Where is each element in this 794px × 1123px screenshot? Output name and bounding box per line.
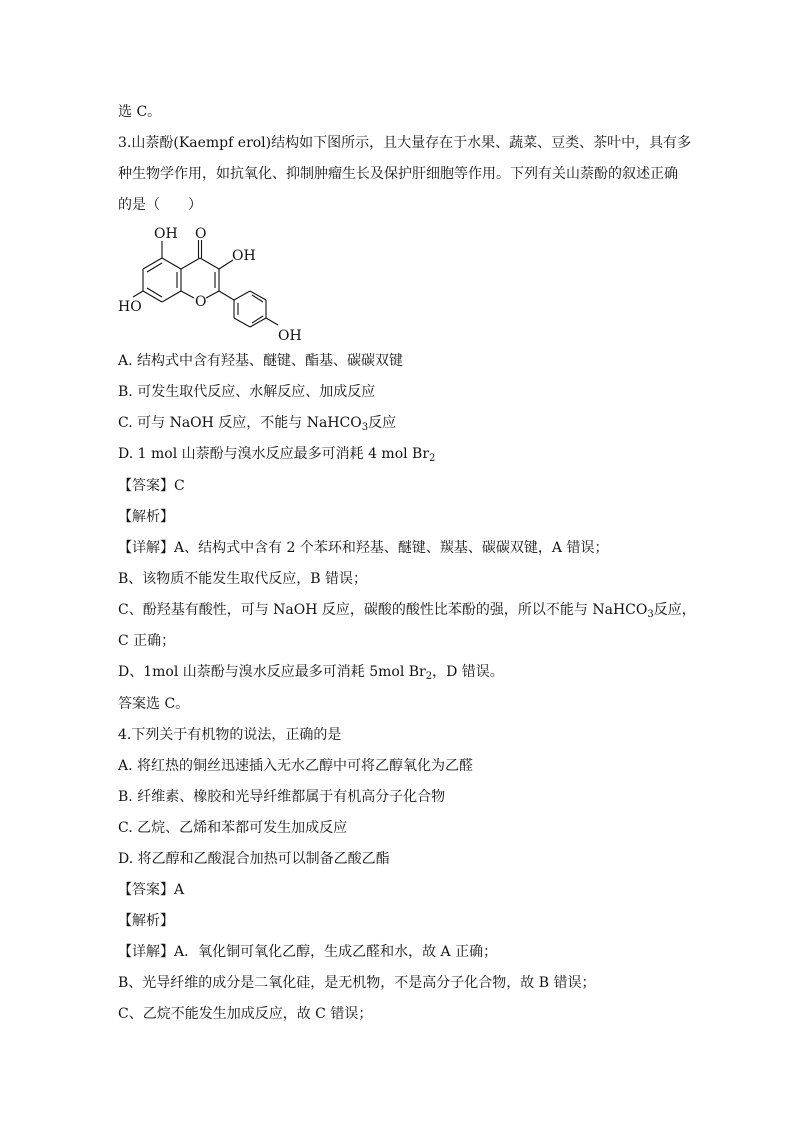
option-c: C. 乙烷、乙烯和苯都可发生加成反应 (118, 820, 348, 836)
question-3-stem: 种生物学作用，如抗氧化、抑制肿瘤生长及保护肝细胞等作用。下列有关山萘酚的叙述正确 (118, 166, 678, 182)
explanation-line: B、光导纤维的成分是二氧化硅，是无机物，不是高分子化合物，故 B 错误； (118, 975, 596, 991)
answer-label: 【答案】A (118, 882, 185, 898)
hydroxyl-label: HO (118, 299, 142, 315)
explanation-line: C 正确； (118, 633, 176, 649)
option-a: A. 结构式中含有羟基、醚键、酯基、碳碳双键 (118, 353, 404, 369)
option-b: B. 可发生取代反应、水解反应、加成反应 (118, 384, 376, 400)
explanation-line: 【详解】A．氧化铜可氧化乙醇，生成乙醛和水，故 A 正确； (118, 944, 498, 960)
explanation-line: C、酚羟基有酸性，可与 NaOH 反应，碳酸的酸性比苯酚的强，所以不能与 NaHCO$_3$反应， (118, 602, 696, 620)
conclusion-line: 答案选 C。 (118, 696, 190, 712)
explanation-line: D、1mol 山萘酚与溴水反应最多可消耗 5mol $Br_2$，D 错误。 (118, 664, 504, 682)
hydroxyl-label: OH (232, 248, 256, 264)
analysis-label: 【解析】 (118, 509, 174, 525)
hydroxyl-label: OH (154, 226, 178, 242)
explanation-line: B、该物质不能发生取代反应，B 错误； (118, 571, 368, 587)
text-line: 选 C。 (118, 104, 162, 120)
question-3-stem: 的是（ ） (118, 197, 202, 213)
analysis-label: 【解析】 (118, 913, 174, 929)
question-3-stem: 3.山萘酚(Kaempf erol)结构如下图所示，且大量存在于水果、蔬菜、豆类、茶叶中，具有多 (118, 135, 692, 151)
kaempferol-structure (118, 222, 318, 350)
option-d: D. 1 mol 山萘酚与溴水反应最多可消耗 4 mol $Br_2$ (118, 446, 436, 464)
ring-oxygen-label: O (195, 294, 207, 310)
question-4-stem: 4.下列关于有机物的说法，正确的是 (118, 727, 342, 743)
answer-label: 【答案】C (118, 478, 185, 494)
hydroxyl-label: OH (278, 328, 302, 344)
option-b: B. 纤维素、橡胶和光导纤维都属于有机高分子化合物 (118, 789, 446, 805)
explanation-line: 【详解】A、结构式中含有 2 个苯环和羟基、醚键、羰基、碳碳双键，A 错误； (118, 540, 609, 556)
option-a: A. 将红热的铜丝迅速插入无水乙醇中可将乙醇氧化为乙醛 (118, 758, 474, 774)
explanation-line: C、乙烷不能发生加成反应，故 C 错误； (118, 1006, 373, 1022)
option-d: D. 将乙醇和乙酸混合加热可以制备乙酸乙酯 (118, 851, 390, 867)
option-c: C. 可与 NaOH 反应，不能与 NaHCO$_3$反应 (118, 415, 397, 433)
carbonyl-oxygen-label: O (195, 226, 207, 242)
